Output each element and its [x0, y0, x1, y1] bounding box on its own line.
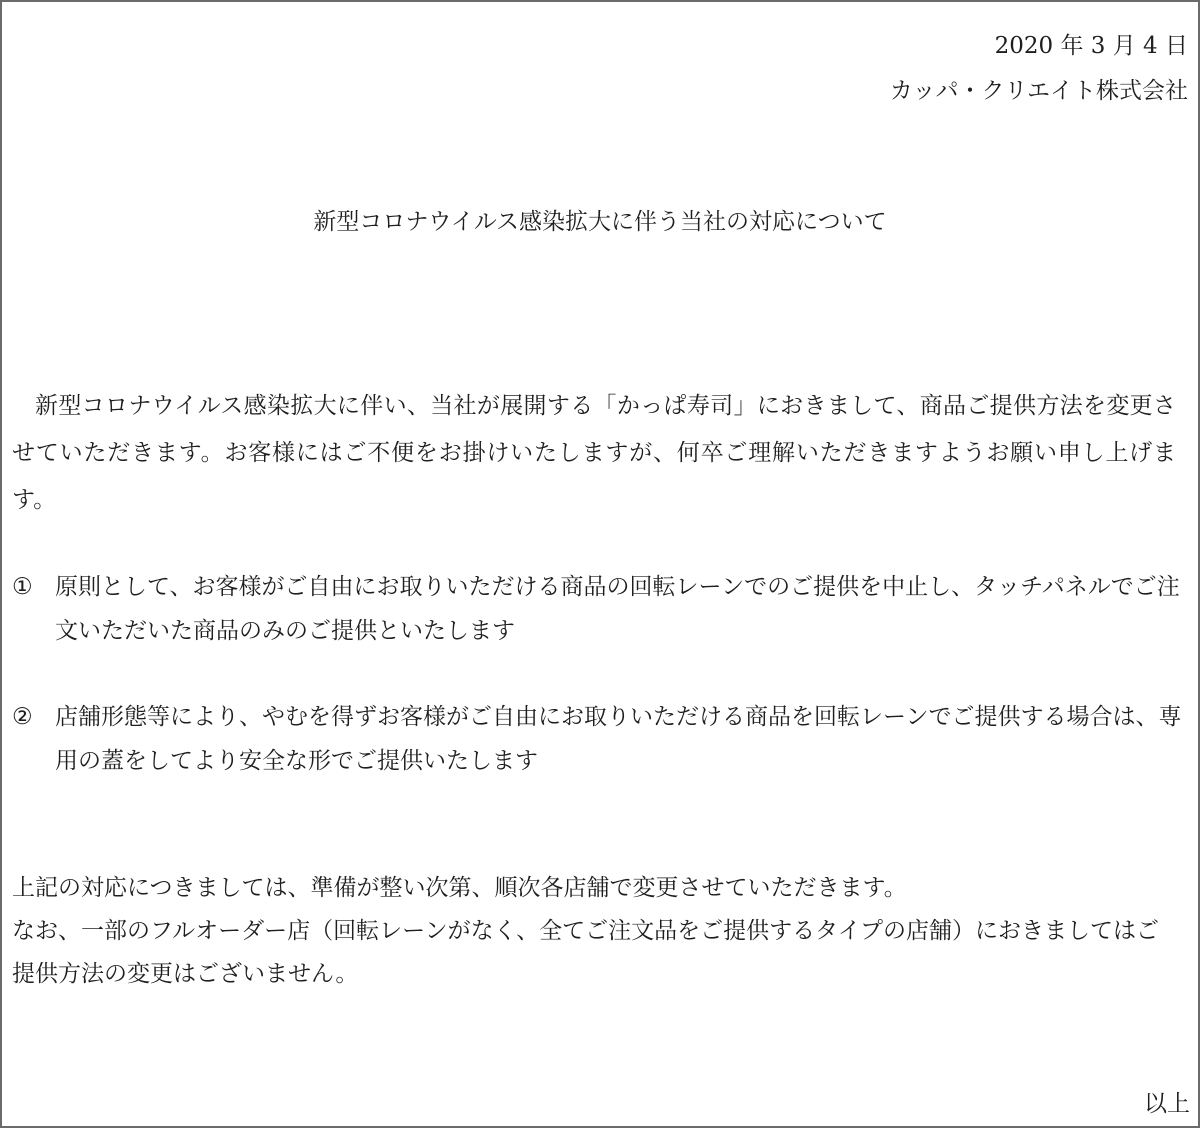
issue-date: 2020 年 3 月 4 日 — [994, 33, 1188, 59]
numbered-item-2 — [12, 695, 1188, 783]
notes-section — [12, 867, 1172, 996]
company-name: カッパ・クリエイト株式会社 — [889, 78, 1188, 104]
intro-paragraph: 新型コロナウイルス感染拡大に伴い、当社が展開する「かっぱ寿司」におきまして、商品ご提供方法を変更させていただきます。お客様にはご不便をお掛けいたしますが、何卒ご理解いただきますようお願い申し上げます。 — [12, 393, 1176, 513]
document-title: 新型コロナウイルス感染拡大に伴う当社の対応について — [313, 209, 887, 235]
item-number: ① — [12, 574, 33, 600]
item-text: 店舗形態等により、やむを得ずお客様がご自由にお取りいただける商品を回転レーンでご提供する場合は、専用の蓋をしてより安全な形でご提供いたします — [55, 704, 1182, 774]
note-line: なお、一部のフルオーダー店（回転レーンがなく、全てご注文品をご提供するタイプの店舗）におきましてはご提供方法の変更はございません。 — [12, 918, 1160, 987]
item-number: ② — [12, 704, 33, 730]
note-line: 上記の対応につきましては、準備が整い次第、順次各店舗で変更させていただきます。 — [12, 875, 907, 901]
item-text: 原則として、お客様がご自由にお取りいただける商品の回転レーンでのご提供を中止し、タッチパネルでご注文いただいた商品のみのご提供といたします — [55, 574, 1180, 644]
closing-mark: 以上 — [1144, 1091, 1190, 1117]
numbered-item-1 — [12, 565, 1188, 653]
